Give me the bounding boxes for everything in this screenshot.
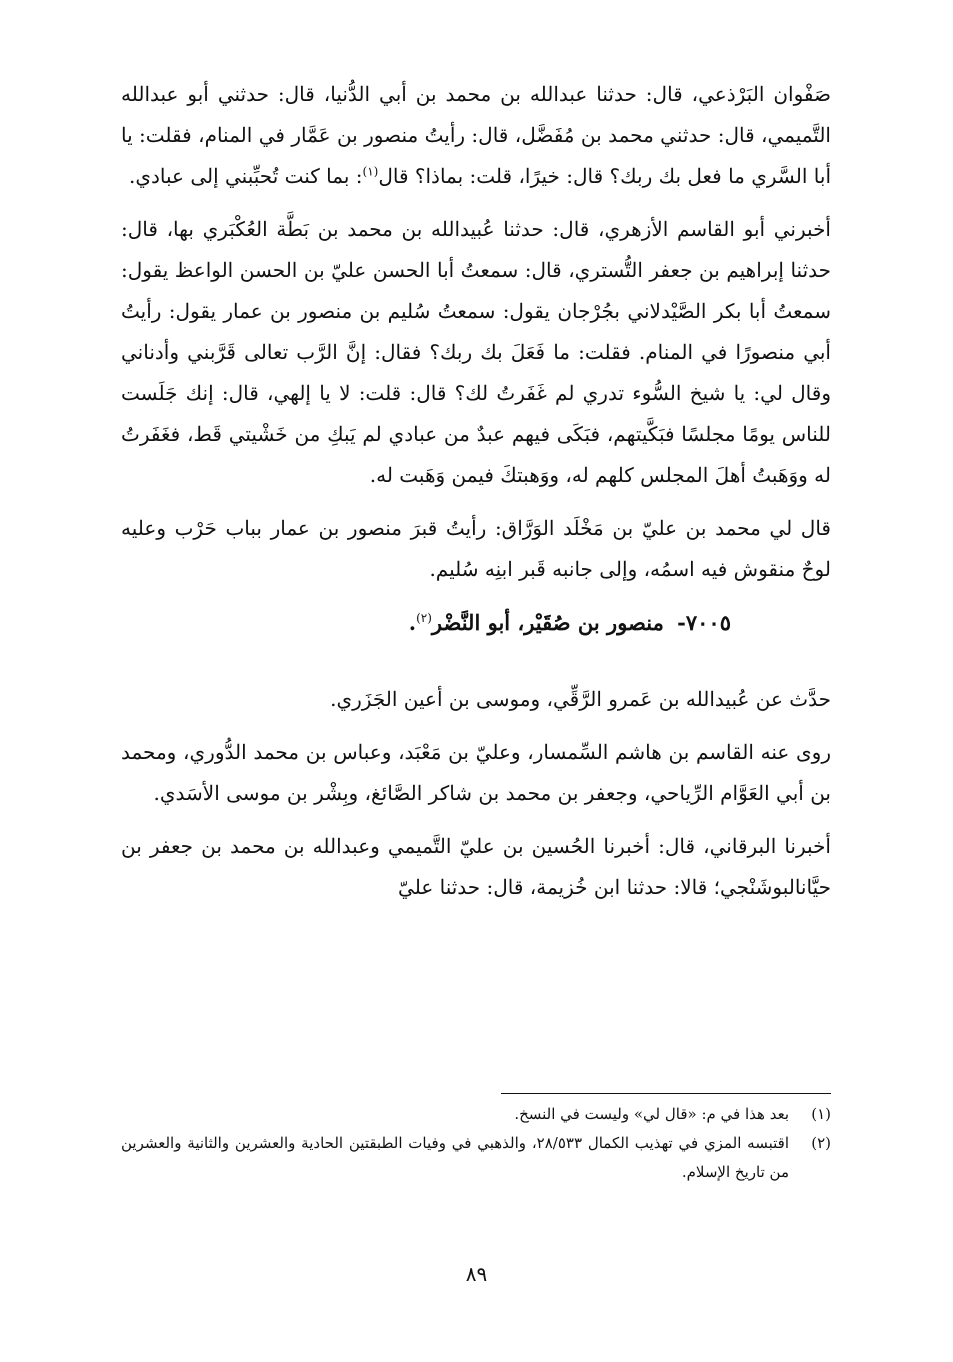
paragraph-narrators: روى عنه القاسم بن هاشم السِّمسار، وعليّ بن مَعْبَد، وعباس بن محمد الدُّوري، ومحمد بن أبي العَوَّام الرِّياحي، وجعفر بن محمد بن شاكر الصَّائغ، وبِشْر بن موسى الأسَدي.: [121, 740, 831, 805]
entry-heading-end: .: [408, 610, 417, 635]
paragraph-text-continued: : بما كنت تُحبِّبني إلى عبادي.: [129, 164, 363, 188]
paragraph-grave-description: قال لي محمد بن عليّ بن مَخْلَد الوَرَّاق: رأيتُ قبرَ منصور بن عمار بباب حَرْب وعليه لوحٌ منقوش فيه اسمُه، وإلى جانبه قَبر ابنِه سُليم.: [121, 516, 831, 581]
footnote-separator: [501, 1093, 831, 1094]
footnote-reference[interactable]: (١): [362, 164, 379, 179]
paragraph-dream-report: [121, 74, 831, 197]
page-number: ٨٩: [465, 1262, 488, 1286]
footnote-reference[interactable]: (٢): [416, 611, 432, 625]
paragraph-text: صَفْوان البَرْذعي، قال: حدثنا عبدالله بن محمد بن أبي الدُّنيا، قال: حدثني أبو عبدالله التَّميمي، قال: حدثني محمد بن مُفَضَّل، قال: رأيتُ منصور بن عَمَّار في المنام، فقلت: يا أبا السَّري ما فعل بك ربك؟ قال: خيرًا، قلت: بماذا؟ قال: [121, 82, 831, 188]
paragraph-azhari-narration: أخبرني أبو القاسم الأزهري، قال: حدثنا عُبيدالله بن محمد بن بَطَّة العُكْبَري بها، قال: حدثنا إبراهيم بن جعفر التُّستري، قال: سمعتُ أبا الحسن عليّ بن الحسن الواعظ يقول: سمعتُ أبا بكر الصَّيْدلاني بجُرْجان يقول: سمعتُ سُليم بن منصور بن عمار يقول: رأيتُ أبي منصورًا في المنام. فقلت: ما فَعَلَ بك ربك؟ فقال: إنَّ الرَّب تعالى قَرَّبني وأدناني وقال لي: يا شيخ السُّوء تدري لم غَفَرتُ لك؟ قال: قلت: لا يا إلهي، قال: إنك جَلَست للناس يومًا مجلسًا فبَكَّيتهم، فبَكَى فيهم عبدٌ من عبادي لم يَبكِ من خَشْيتي قَط، فغَفَرتُ له ووَهَبتُ أهلَ المجلس كلهم له، ووَهبتكَ فيمن وَهَبت له.: [121, 217, 831, 487]
footnote-marker: (٢): [811, 1134, 831, 1152]
main-text: [121, 74, 831, 920]
footnote-text: بعد هذا في م: «قال لي» وليست في النسخ.: [514, 1105, 789, 1123]
footnote-text: اقتبسه المزي في تهذيب الكمال ٢٨/٥٣٣، والذهبي في وفيات الطبقتين الحادية والعشرين والثانية والعشرين من تاريخ الإسلام.: [121, 1134, 789, 1181]
paragraph-narrated-from: حدَّث عن عُبيدالله بن عَمرو الرَّقِّي، وموسى بن أعين الجَزَري.: [330, 687, 831, 711]
footnote-marker: (١): [811, 1105, 831, 1123]
paragraph-barqani-chain: أخبرنا البرقاني، قال: أخبرنا الحُسين بن عليّ التَّميمي وعبدالله بن محمد بن جعفر بن حيَّانالبوشَنْجي؛ قالا: حدثنا ابن خُزيمة، قال: حدثنا عليّ: [121, 834, 831, 899]
entry-number: ٧٠٠٥-: [677, 610, 731, 635]
entry-heading: [121, 602, 731, 643]
footnote-2: [121, 1129, 831, 1187]
footnotes: [121, 1100, 831, 1187]
footnote-1: [121, 1100, 831, 1129]
entry-title: منصور بن صُقَيْر، أبو النَّضْر: [431, 610, 664, 635]
